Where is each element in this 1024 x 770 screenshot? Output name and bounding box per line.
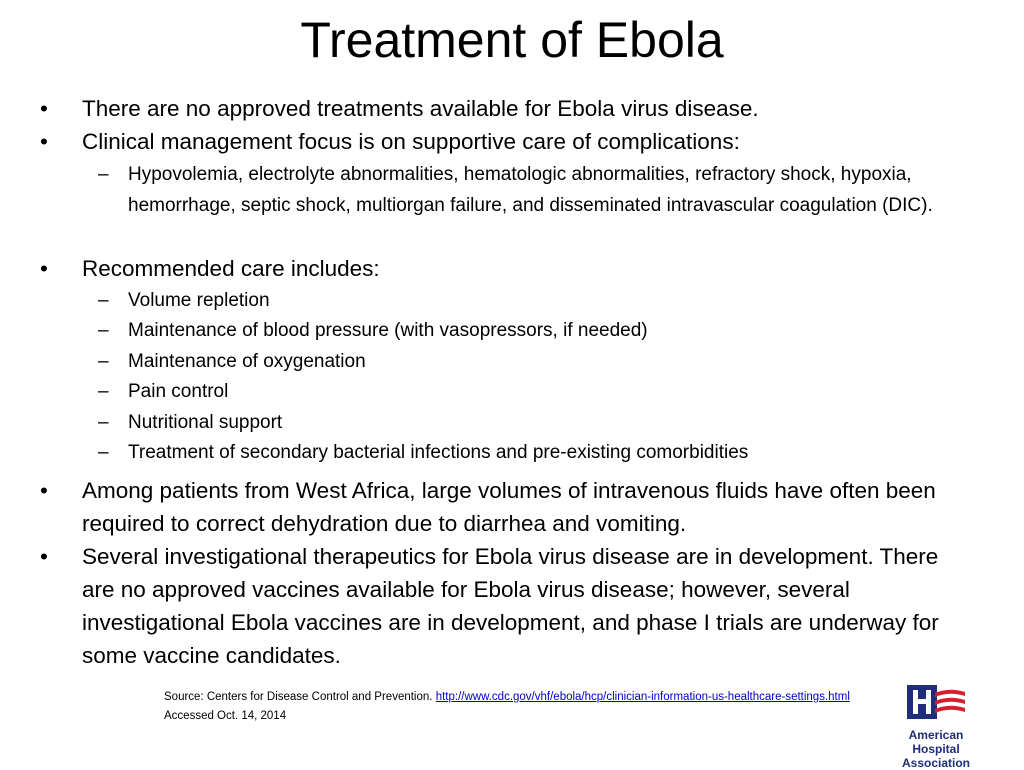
bullet-investigational: • Several investigational therapeutics for Ebola virus disease are in development. There are no approved vaccines available for Ebola virus disease; however, several investigational Ebola vaccines are in development, and phase I trials are underway for some vaccine candidates.: [82, 540, 967, 672]
care-item-oxygenation: – Maintenance of oxygenation: [128, 346, 968, 377]
care-item-nutrition: – Nutritional support: [128, 407, 968, 438]
logo-text-line1: American Hospital: [908, 728, 964, 756]
source-citation: [164, 688, 884, 726]
aha-logo-icon: [905, 683, 967, 723]
source-accessed: Accessed Oct. 14, 2014: [164, 710, 287, 722]
bullet-clinical-management: • Clinical management focus is on supportive care of complications:: [82, 126, 962, 157]
source-prefix: Source: Centers for Disease Control and Prevention.: [164, 691, 433, 703]
care-item-volume: – Volume repletion: [128, 285, 968, 316]
bullet-recommended-care: • Recommended care includes:: [82, 253, 962, 284]
sub-bullet-complications: – Hypovolemia, electrolyte abnormalities, hematologic abnormalities, refractory shock, hypoxia, hemorrhage, septic shock, multiorgan failure, and disseminated intravascular coagulation (DIC).: [128, 159, 968, 221]
bullet-west-africa: • Among patients from West Africa, large volumes of intravenous fluids have often been required to correct dehydration due to diarrhea and vomiting.: [82, 474, 967, 540]
care-item-pain: – Pain control: [128, 376, 968, 407]
slide-title: Treatment of Ebola: [300, 12, 724, 68]
care-item-blood-pressure: – Maintenance of blood pressure (with vasopressors, if needed): [128, 315, 968, 346]
source-link[interactable]: http://www.cdc.gov/vhf/ebola/hcp/clinician-information-us-healthcare-settings.html: [435, 691, 850, 703]
aha-logo: [884, 683, 988, 770]
bullet-no-treatments: • There are no approved treatments available for Ebola virus disease.: [82, 93, 962, 124]
logo-text-line2: Association: [901, 756, 970, 770]
care-item-secondary-infections: – Treatment of secondary bacterial infections and pre-existing comorbidities: [128, 437, 968, 468]
